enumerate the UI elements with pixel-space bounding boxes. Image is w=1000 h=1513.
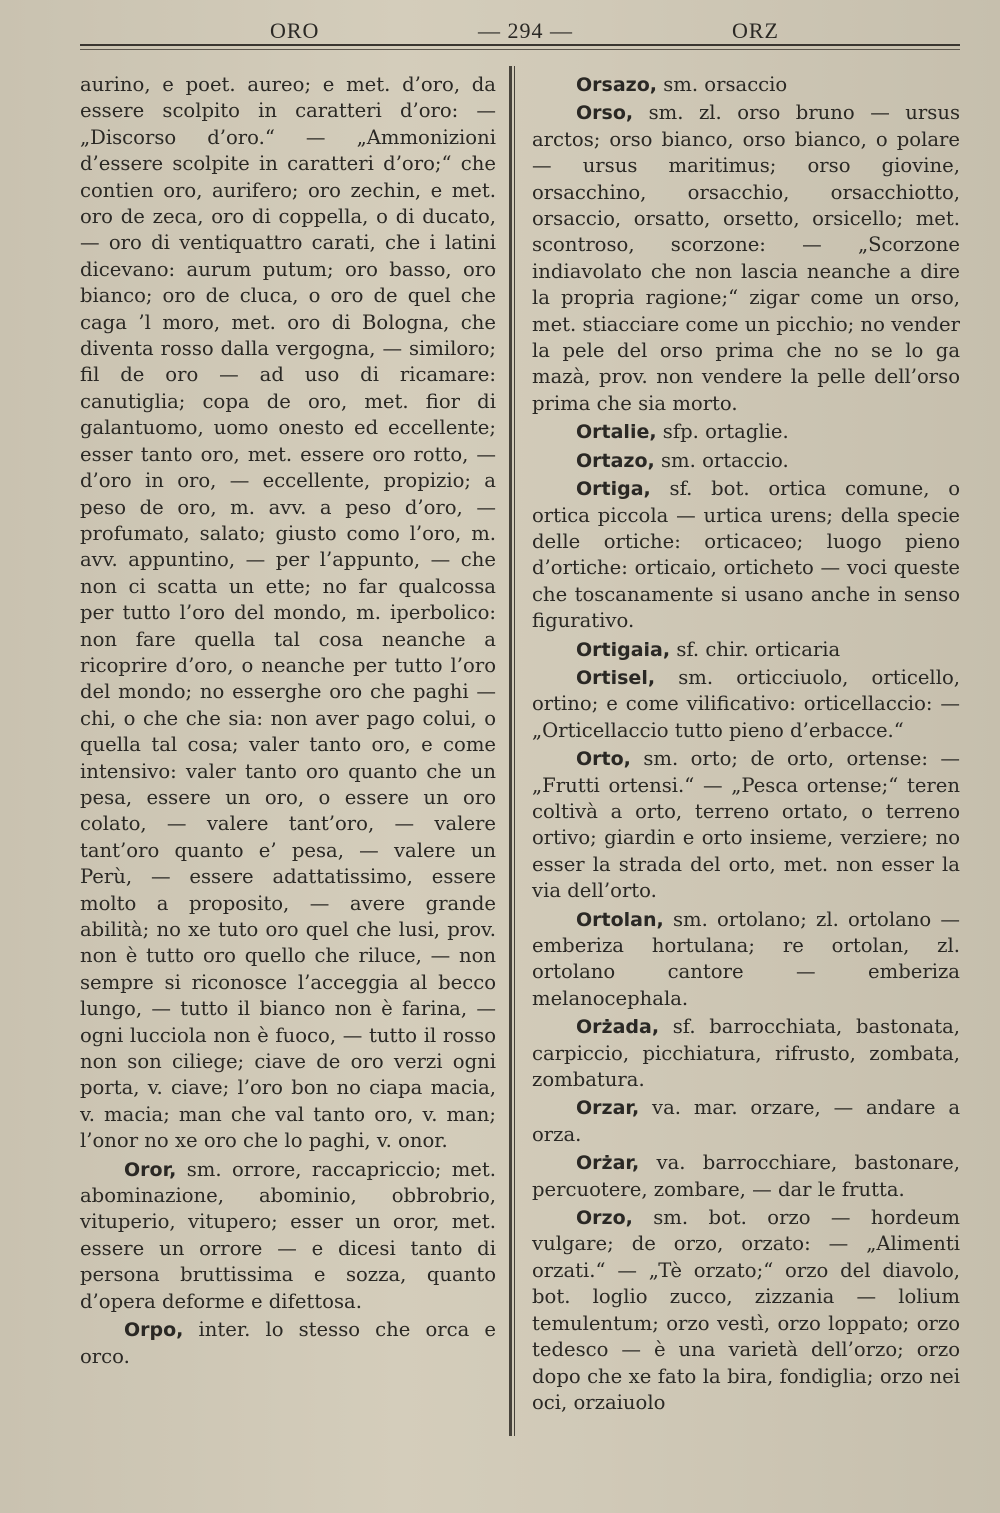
- column-divider-thin: [514, 66, 515, 1436]
- headword: Ortisel,: [576, 666, 656, 689]
- definition: sm. ortaccio.: [661, 448, 789, 472]
- headword: Orsazo,: [576, 74, 657, 96]
- entry: [80, 1157, 496, 1315]
- headword: Orżada,: [576, 1016, 660, 1039]
- right-column: [532, 72, 960, 1418]
- definition: va. barrocchiare, bastonare, percuotere, zombare, — dar le frutta.: [532, 1151, 960, 1201]
- entry: [80, 1317, 496, 1370]
- column-divider: [509, 66, 512, 1436]
- definition: va. mar. orzare, — andare a orza.: [532, 1096, 960, 1146]
- headword: Orzo,: [576, 1207, 633, 1230]
- headword: Orso,: [576, 102, 634, 125]
- headword: Ortigaia,: [576, 638, 671, 661]
- header-right-guideword: ORZ: [732, 18, 779, 43]
- definition: sm. orticciuolo, orticello, ortino; e come vilificativo: orticellaccio: — „Orticellaccio tutto pieno d’erbacce.“: [532, 665, 960, 742]
- entry: [532, 419, 960, 445]
- headword: Orpo,: [124, 1319, 184, 1342]
- entry: [532, 665, 960, 744]
- definition: sf. barrocchiata, bastonata, carpiccio, picchiatura, rifrusto, zombata, zombatura.: [532, 1015, 960, 1092]
- definition: sfp. ortaglie.: [662, 420, 789, 444]
- left-column: [80, 72, 496, 1372]
- header-rule: [80, 44, 960, 46]
- headword: Orżar,: [576, 1152, 640, 1175]
- definition: aurino, e poet. aureo; e met. d’oro, da essere scolpito in caratteri d’oro: — „Discorso d’oro.“ — „Ammonizioni d’essere scolpite in caratteri d’oro;“ che contien oro, aurifero; oro zechin, e met. oro de zeca, oro di coppella, o di ducato, — oro di ventiquattro carati, che i latini dicevano: aurum putum; oro basso, oro bianco; oro de cluca, o oro de quel che caga ’l moro, met. oro di Bologna, che diventa rosso dalla vergogna, — similoro; fil de oro — ad uso di ricamare: canutiglia; copa de oro, met. fior di galantuomo, uomo onesto ed eccellente; esser tanto oro, met. essere oro rotto, — d’oro in oro, — eccellente, propizio; a peso de oro, m. avv. a peso d’oro, — profumato, salato; giusto como l’oro, m. avv. appuntino, — per l’appunto, — che non ci scatta un ette; no far qualcossa per tutto l’oro del mondo, m. iperbolico: non fare quella tal cosa neanche a ricoprire d’oro, o neanche per tutto l’oro del mondo; no esserghe oro che paghi — chi, o che che sia: non aver pago colui, o quella tal cosa; valer tanto oro, e come intensivo: valer tanto oro quanto che un pesa, essere un oro, o essere un oro colato, — valere tant’oro, — valere tant’oro quanto e’ pesa, — valere un Perù, — essere adattatissimo, essere molto a proposito, — avere grande abilità; no xe tuto oro quel che lusi, prov. non è tutto oro quello che riluce, — non sempre si riconosce l’acceggia al becco lungo, — tutto il bianco non è farina, — ogni lucciola non è fuoco, — tutto il rosso non son ciliege; ciave de oro verzi ogni porta, v. ciave; l’oro bon no ciapa macia, v. macia; man che val tanto oro, v. man; l’onor no xe oro che lo paghi, v. onor.: [80, 73, 496, 1153]
- definition: sm. zl. orso bruno — ursus arctos; orso bianco, orso bianco, o polare — ursus maritimus; orso giovine, orsacchino, orsacchio, orsacchiotto, orsaccio, orsatto, orsetto, orsicello; met. scontroso, scorzone: — „Scorzone indiavolato che non lascia neanche a dire la propria ragione;“ zigar come un orso, met. stiacciare come un picchio; no vender la pele del orso prima che no se lo ga mazà, prov. non vendere la pelle dell’orso prima che sia morto.: [532, 101, 961, 415]
- headword: Orto,: [576, 748, 631, 771]
- running-header: [80, 14, 960, 50]
- entry: [532, 1095, 960, 1148]
- entry: [532, 637, 960, 663]
- entry-continuation: [80, 72, 496, 1155]
- definition: sf. chir. orticaria: [676, 637, 841, 661]
- header-left-guideword: ORO: [270, 18, 320, 43]
- headword: Ortolan,: [576, 908, 664, 931]
- entry: [532, 100, 960, 417]
- definition: sm. orrore, raccapriccio; met. abominazione, abominio, obbrobrio, vituperio, vitupero; esser un oror, met. essere un orrore — e dicesi tanto di persona bruttissima e sozza, quanto d’opera deforme e difettosa.: [80, 1157, 496, 1313]
- headword: Orzar,: [576, 1097, 640, 1120]
- entry: [532, 448, 960, 474]
- headword: Ortazo,: [576, 449, 655, 472]
- definition: sm. orto; de orto, ortense: — „Frutti ortensi.“ — „Pesca ortense;“ teren coltivà a orto, terreno ortato, o terreno ortivo; giardin e orto insieme, verziere; no esser la strada del orto, met. non esser la via dell’orto.: [532, 747, 960, 903]
- headword: Oror,: [124, 1158, 177, 1181]
- entry: [532, 1014, 960, 1093]
- entry: [532, 907, 960, 1013]
- definition: sm. ortolano; zl. ortolano — emberiza hortulana; re ortolan, zl. ortolano cantore — emberiza melanocephala.: [532, 907, 960, 1010]
- entry: [532, 1205, 960, 1416]
- headword: Ortalie,: [576, 421, 657, 444]
- page-number: — 294 —: [478, 18, 573, 43]
- headword: Ortiga,: [576, 478, 651, 501]
- header-rule-thin: [80, 49, 960, 50]
- definition: sf. bot. ortica comune, o ortica piccola — urtica urens; della specie delle ortiche: orticaceo; luogo pieno d’ortiche: orticaio, orticheto — voci queste che toscanamente si usano anche in senso figurativo.: [532, 477, 961, 633]
- definition: inter. lo stesso che orca e orco.: [80, 1318, 496, 1368]
- entry: [532, 72, 960, 98]
- entry: [532, 1150, 960, 1203]
- definition: sm. orsaccio: [663, 73, 788, 96]
- entry: [532, 746, 960, 904]
- entry: [532, 476, 960, 634]
- definition: sm. bot. orzo — hordeum vulgare; de orzo, orzato: — „Alimenti orzati.“ — „Tè orzato;“ orzo del diavolo, bot. loglio zucco, zizzania — lolium temulentum; orzo vestì, orzo loppato; orzo tedesco — è una varietà dell’orzo; orzo dopo che xe fato la bira, fondiglia; orzo nei oci, orzaiuolo: [532, 1206, 960, 1414]
